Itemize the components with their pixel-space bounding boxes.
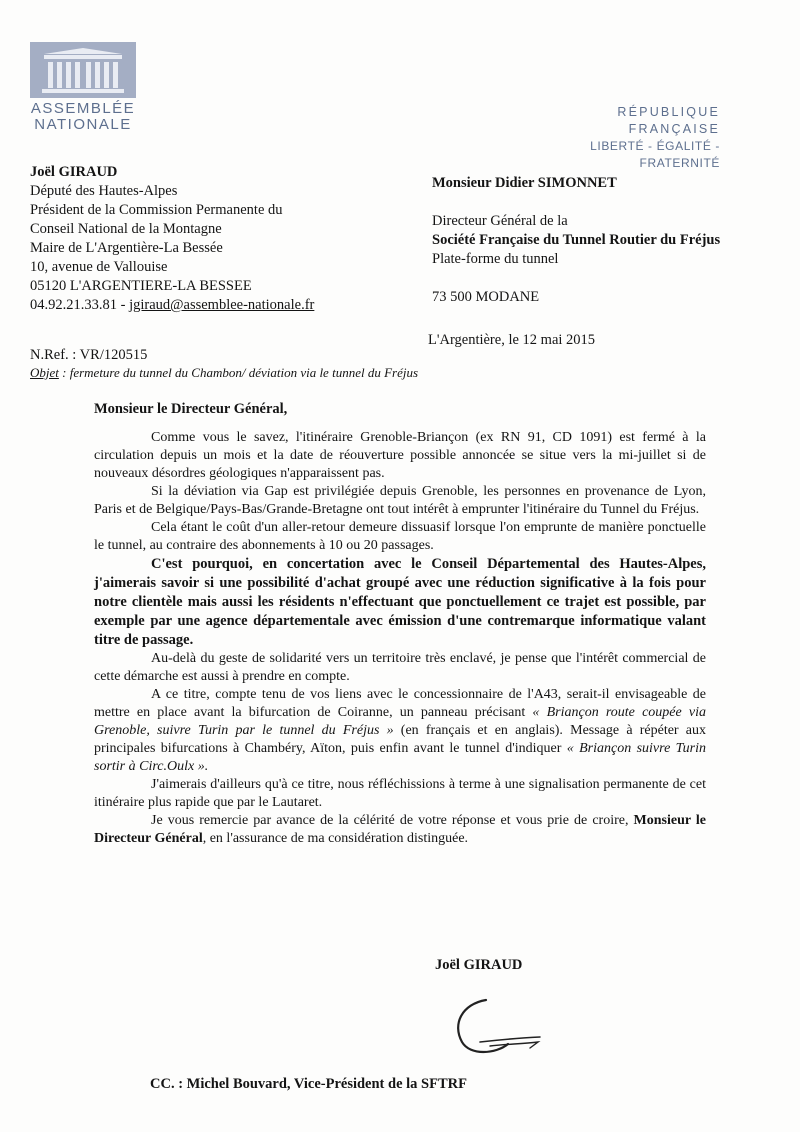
sender-line: 05120 L'ARGENTIERE-LA BESSEE xyxy=(30,278,252,294)
object-label: Objet xyxy=(30,365,59,380)
cc-line: CC. : Michel Bouvard, Vice-Président de la SFTRF xyxy=(150,1076,467,1092)
paragraph-7: J'aimerais d'ailleurs qu'à ce titre, nous réfléchissions à terme à une signalisation permanente de cet itinéraire plus rapide que par le Lautaret. xyxy=(94,777,706,810)
letter-body xyxy=(94,400,706,848)
object-line xyxy=(30,364,490,382)
recipient-address: Plate-forme du tunnel xyxy=(432,251,559,267)
sender-line: Conseil National de la Montagne xyxy=(30,221,222,237)
sender-line: 10, avenue de Vallouise xyxy=(30,259,168,275)
sender-email-link[interactable]: jgiraud@assemblee-nationale.fr xyxy=(129,297,315,313)
republic-motto: LIBERTÉ - ÉGALITÉ - FRATERNITÉ xyxy=(590,139,720,170)
paragraph-2: Si la déviation via Gap est privilégiée depuis Grenoble, les personnes en provenance de Lyon, Paris et de Belgique/Pays-Bas/Grande-Bretagne ont tout intérêt à emprunter l'itinéraire du Tunnel du Fréjus. xyxy=(94,484,706,517)
reference-block xyxy=(30,346,490,382)
paragraph-4: C'est pourquoi, en concertation avec le Conseil Départemental des Hautes-Alpes, j'aimerais savoir si une possibilité d'achat groupé avec une réduction significative à la fois pour notre clientèle mais aussi les résidents n'effectuant que ponctuellement ce trajet est possible, par exemple par une agence départementale avec émission d'une contremarque informatique valant titre de passage. xyxy=(94,556,706,648)
sign-text-2: « Briançon suivre Turin sortir à Circ.Oulx ». xyxy=(94,741,706,774)
sender-contact xyxy=(30,296,350,315)
recipient-city: 73 500 MODANE xyxy=(432,289,540,305)
recipient-title: Directeur Général de la xyxy=(432,213,568,229)
recipient-block xyxy=(432,174,762,307)
reference-number: N.Ref. : VR/120515 xyxy=(30,347,148,363)
closing-title: Monsieur le Directeur Général xyxy=(94,813,706,846)
object-text: : fermeture du tunnel du Chambon/ déviation via le tunnel du Fréjus xyxy=(58,365,419,380)
logo-line-2: NATIONALE xyxy=(34,116,132,133)
paragraph-8: Je vous remercie par avance de la célérité de votre réponse et vous prie de croire, Monsieur le Directeur Général, en l'assurance de ma considération distinguée. xyxy=(94,813,706,846)
sender-line: Président de la Commission Permanente du xyxy=(30,202,283,218)
sender-block xyxy=(30,163,350,315)
paragraph-6: A ce titre, compte tenu de vos liens avec le concessionnaire de l'A43, serait-il envisageable de mettre en place avant la bifurcation de Coiranne, un panneau précisant « Briançon route coupée via Grenoble, suivre Turin par le tunnel du Fréjus » (en français et en anglais). Message à répéter aux principales bifurcations à Chambéry, Aïton, puis enfin avant le tunnel d'indiquer « Briançon suivre Turin sortir à Circ.Oulx ». xyxy=(94,687,706,774)
salutation: Monsieur le Directeur Général, xyxy=(94,401,288,417)
handwritten-signature xyxy=(450,990,560,1065)
sign-text-1: « Briançon route coupée via Grenoble, suivre Turin par le tunnel du Fréjus » xyxy=(94,705,706,738)
signature-name: Joël GIRAUD xyxy=(435,957,523,973)
paragraph-1: Comme vous le savez, l'itinéraire Grenoble-Briançon (ex RN 91, CD 1091) est fermé à la circulation depuis un mois et la date de réouverture possible annoncée se situe vers la mi-juillet si de nouveaux désordres géologiques n'apparaissent pas. xyxy=(94,430,706,481)
sender-phone: 04.92.21.33.81 - xyxy=(30,297,130,313)
letter-date: L'Argentière, le 12 mai 2015 xyxy=(428,332,596,348)
recipient-company: Société Française du Tunnel Routier du Fréjus xyxy=(432,232,721,248)
hemicycle-icon xyxy=(30,42,136,98)
assemblee-nationale-logo xyxy=(30,42,136,133)
sender-name: Joël GIRAUD xyxy=(30,164,118,180)
sender-line: Député des Hautes-Alpes xyxy=(30,183,178,199)
republic-header xyxy=(530,104,720,172)
recipient-name: Monsieur Didier SIMONNET xyxy=(432,175,617,191)
republic-title: RÉPUBLIQUE FRANÇAISE xyxy=(617,105,720,136)
paragraph-3: Cela étant le coût d'un aller-retour demeure dissuasif lorsque l'on emprunte de manière ponctuelle le tunnel, au contraire des abonnements à 10 ou 20 passages. xyxy=(94,520,706,553)
paragraph-5: Au-delà du geste de solidarité vers un territoire très enclavé, je pense que l'intérêt commercial de cette démarche est aussi à prendre en compte. xyxy=(94,651,706,684)
sender-line: Maire de L'Argentière-La Bessée xyxy=(30,240,223,256)
logo-line-1: ASSEMBLÉE xyxy=(30,100,136,117)
